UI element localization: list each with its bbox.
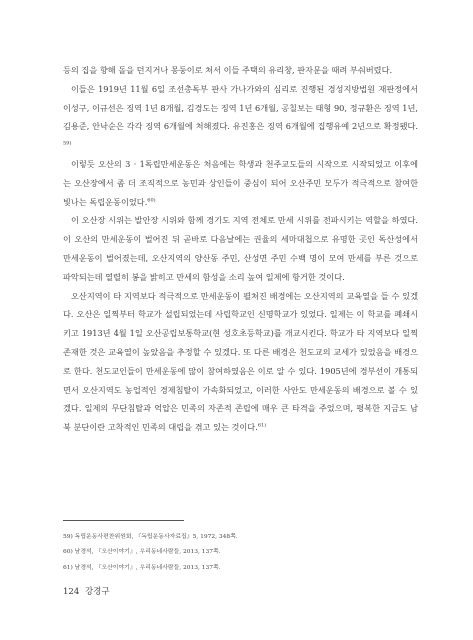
footnote-ref: 59): [63, 140, 72, 147]
footnote-divider: [63, 520, 184, 521]
footnote: 59) 독립운동사편찬위원회, 『독립운동사자료집』5, 1972, 348쪽.: [63, 534, 238, 540]
paragraph: [63, 61, 418, 80]
paragraph: [63, 287, 418, 437]
body-text: [63, 61, 418, 437]
footnote: 61) 남경석, 『오산이야기』, 우리동네사람들, 2013, 137쪽.: [63, 564, 221, 571]
footnotes: [63, 530, 403, 576]
paragraph-text: 오산지역이 타 지역보다 적극적으로 만세운동이 펼쳐진 배경에는 오산지역의 교육열을 들 수 있겠다. 오산은 일찍부터 학교가 설립되었는데 사립학교인 신명학교가 있었다. 일제는 이 학교를 폐쇄시키고 1913년 4월 1일 오산공립보통학교(현 성호초등학교)를 개교시킨다. 학교가 타 지역보다 일찍 존재한 것은 교육열이 높았음을 추정할 수 있겠다. 또 다른 배경은 천도교의 교세가 있었음을 배경으로 한다. 천도교인들이 만세운동에 많이 참여하였음은 이로 알 수 있다. 1905년에 경부선이 개통되면서 오산지역도 농업적인 경제침탈이 가속화되었고, 이러한 사안도 만세운동의 배경으로 볼 수 있겠다. 일제의 무단침탈과 억압은 민족의 자존적 존립에 매우 큰 타격을 주었으며, 평복한 지금도 남북 분단이란 고착적인 민족의 대립을 겪고 있는 것이다.: [63, 290, 418, 433]
paragraph-text: 이렇듯 오산의 3 · 1독립만세운동은 처음에는 학생과 천주교도들의 시작으로 시작되었고 이후에는 오산장에서 좀 더 조직적으로 농민과 상인들이 중심이 되어 오산주민 모두가 적극적으로 참여한 빛나는 독립운동이었다.: [63, 158, 418, 207]
paragraph-text: 이들은 1919년 11월 6일 조선총독부 판사 가나가와의 심리로 진행된 경성지방법원 재판정에서 이성구, 이규선은 징역 1년 8개월, 김경도는 징역 1년 6개월, 공칠보는 태형 90, 정규환은 징역 1년, 김용준, 안낙순은 각각 징역 6개월에 처해졌다. 유진홍은 징역 6개월에 집행유예 2년으로 확정됐다.: [63, 83, 418, 132]
footnote-ref: 61): [257, 422, 267, 429]
paragraph: [63, 211, 418, 286]
paragraph-text: 이 오산장 시위는 발안장 시위와 함께 경기도 지역 전체로 만세 시위를 전파시키는 역할을 하였다. 이 오산의 만세운동이 벌어진 뒤 곧바로 다음날에는 권율의 세마대첩으로 유명한 곳인 독산성에서 만세운동이 벌어졌는데, 오산지역의 양산동 주민, 산성면 주민 수백 명이 모여 만세를 부른 것으로 파악되는데 열렬히 봉을 밝히고 만세의 함성을 소리 높여 일제에 항거한 것이다.: [63, 215, 418, 282]
page-footer: [63, 585, 110, 597]
paragraph-text: 등의 집을 향해 돌을 던지거나 몽둥이로 쳐서 이들 주택의 유리창, 판자문을 때려 부숴버렸다.: [63, 65, 393, 75]
running-title: 강경구: [84, 587, 110, 597]
paragraph: [63, 155, 418, 211]
footnote-ref: 60): [147, 196, 156, 203]
page-number: 124: [63, 587, 80, 597]
footnote: 60) 남경석, 『오산이야기』, 우리동네사람들, 2013, 137쪽.: [63, 549, 221, 556]
paragraph: [63, 80, 418, 155]
